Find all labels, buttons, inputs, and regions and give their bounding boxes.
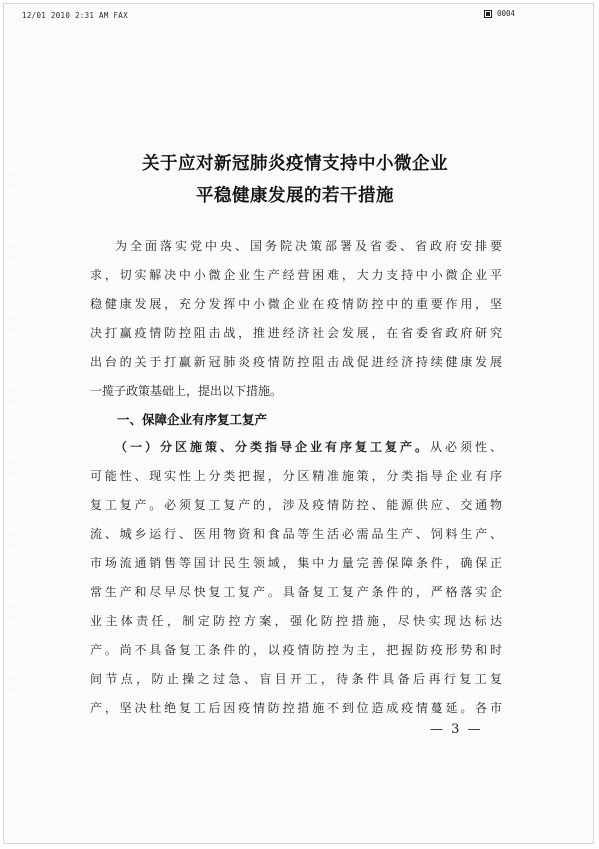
subsection-line: 市场流通销售等国计民生领域，集中力量完善保障条件，确保正 <box>90 556 502 570</box>
intro-line: 一揽子政策基础上，提出以下措施。 <box>90 384 283 398</box>
fax-scan-artifact <box>12 130 14 730</box>
fax-header-page <box>484 9 515 18</box>
intro-line: 决打赢疫情防控阻击战，推进经济社会发展，在省委省政府研究 <box>90 326 502 340</box>
document-title-line-1: 关于应对新冠肺炎疫情支持中小微企业 <box>142 154 448 174</box>
subsection-line: 可能性、现实性上分类把握，分区精准施策，分类指导企业有序 <box>90 469 502 483</box>
intro-line: 为全面落实党中央、国务院决策部署及省委、省政府安排要 <box>115 239 502 253</box>
page-number: — 3 — <box>430 722 483 737</box>
subsection-first-line <box>115 438 502 455</box>
subsection-line: 间节点，防止操之过急、盲目开工，待条件具备后再行复工复 <box>90 672 502 686</box>
intro-line: 出台的关于打赢新冠肺炎疫情防控阻击战促进经济持续健康发展 <box>90 355 502 369</box>
subsection-line: 产，坚决杜绝复工后因疫情防控措施不到位造成疫情蔓延。各市 <box>90 701 502 715</box>
subsection-line: 产。尚不具备复工条件的，以疫情防控为主，把握防疫形势和时 <box>90 643 502 657</box>
fax-header-datetime: 12/01 2010 2:31 AM FAX <box>22 11 128 20</box>
subsection-lead: （一）分区施策、分类指导企业有序复工复产。 <box>115 440 430 454</box>
intro-line: 求，切实解决中小微企业生产经营困难，大力支持中小微企业平 <box>90 268 502 282</box>
subsection-line: 从必须性、 <box>429 440 502 454</box>
subsection-line: 常生产和尽早尽快复工复产。具备复工复产条件的，严格落实企 <box>90 585 502 599</box>
subsection-line: 业主体责任，制定防控方案，强化防控措施，尽快实现达标达 <box>90 614 502 628</box>
subsection-line: 复工复产。必须复工复产的，涉及疫情防控、能源供应、交通物 <box>90 498 502 512</box>
subsection-line: 流、城乡运行、医用物资和食品等生活必需品生产、饲料生产、 <box>90 527 502 541</box>
intro-line: 稳健康发展，充分发挥中小微企业在疫情防控中的重要作用，坚 <box>90 297 502 311</box>
fax-page-box-icon <box>484 10 492 18</box>
fax-page-frame <box>3 3 594 844</box>
section-heading: 一、保障企业有序复工复产 <box>117 412 268 427</box>
fax-page-code: 0004 <box>497 9 516 18</box>
document-title-line-2: 平稳健康发展的若干措施 <box>196 186 394 206</box>
